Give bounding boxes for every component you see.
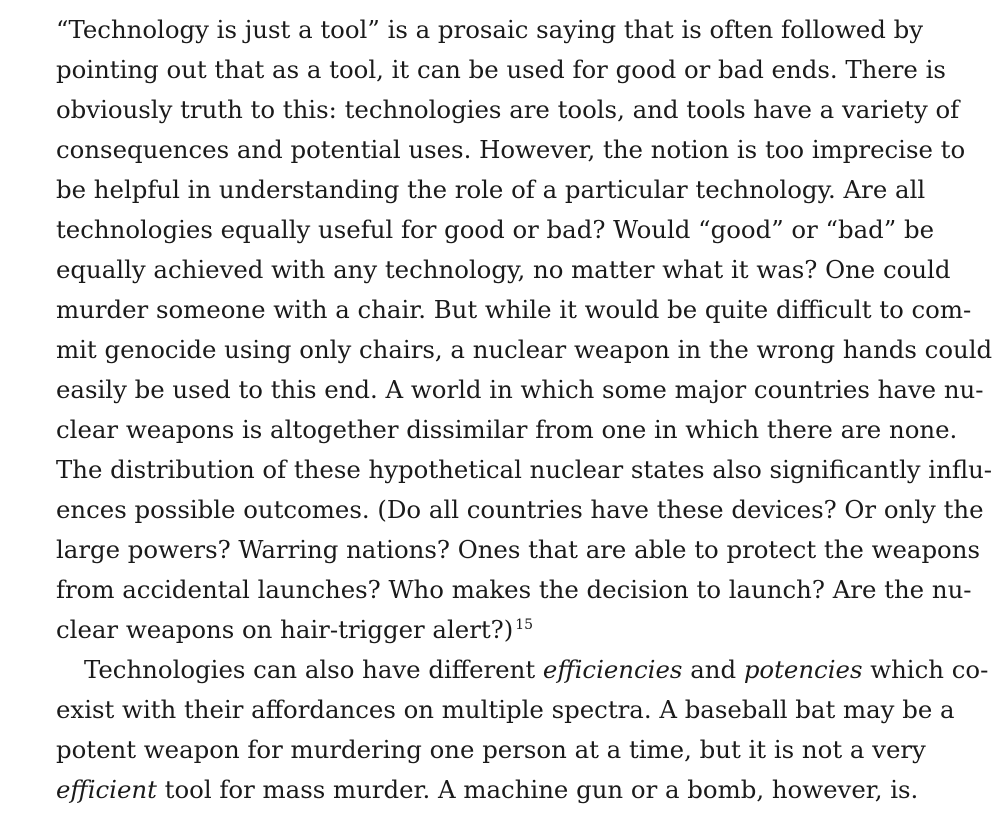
- paragraph: [56, 10, 992, 650]
- text-line: easily be used to this end. A world in which some major countries have nu-: [56, 375, 984, 404]
- text-line: pointing out that as a tool, it can be used for good or bad ends. There is: [56, 55, 946, 84]
- text-line: murder someone with a chair. But while it would be quite difficult to com-: [56, 295, 972, 324]
- text-line: [56, 770, 919, 810]
- text-line: clear weapons is altogether dissimilar from one in which there are none.: [56, 415, 958, 444]
- emphasis-text: efficient: [56, 775, 157, 804]
- text-line: from accidental launches? Who makes the decision to launch? Are the nu-: [56, 575, 972, 604]
- text-segment: tool for mass murder. A machine gun or a bomb, however, is.: [156, 775, 919, 804]
- text-segment: which co-: [862, 655, 989, 684]
- text-line: ences possible outcomes. (Do all countries have these devices? Or only the: [56, 495, 984, 524]
- text-segment: and: [682, 655, 744, 684]
- text-line: potent weapon for murdering one person at a time, but it is not a very: [56, 735, 926, 764]
- text-line: be helpful in understanding the role of a particular technology. Are all: [56, 175, 926, 204]
- text-line: large powers? Warring nations? Ones that are able to protect the weapons: [56, 535, 980, 564]
- text-line: equally achieved with any technology, no matter what it was? One could: [56, 255, 951, 284]
- text-line: technologies equally useful for good or bad? Would “good” or “bad” be: [56, 215, 935, 244]
- text-line: mit genocide using only chairs, a nuclear weapon in the wrong hands could: [56, 335, 992, 364]
- text-line: The distribution of these hypothetical nuclear states also significantly influ-: [56, 455, 992, 484]
- text-line: consequences and potential uses. However, the notion is too imprecise to: [56, 135, 966, 164]
- footnote-marker[interactable]: 15: [515, 616, 534, 633]
- document-page: [56, 10, 992, 810]
- text-segment: Technologies can also have different: [84, 655, 543, 684]
- text-line: “Technology is just a tool” is a prosaic saying that is often followed by: [56, 15, 924, 44]
- emphasis-text: potencies: [743, 655, 863, 684]
- paragraph: [56, 650, 989, 810]
- text-line-content: clear weapons on hair-trigger alert?): [56, 615, 514, 644]
- text-line: [56, 610, 904, 650]
- emphasis-text: efficiencies: [542, 655, 683, 684]
- text-line: obviously truth to this: technologies are tools, and tools have a variety of: [56, 95, 960, 124]
- text-line: exist with their affordances on multiple spectra. A baseball bat may be a: [56, 695, 955, 724]
- text-line: [56, 650, 989, 690]
